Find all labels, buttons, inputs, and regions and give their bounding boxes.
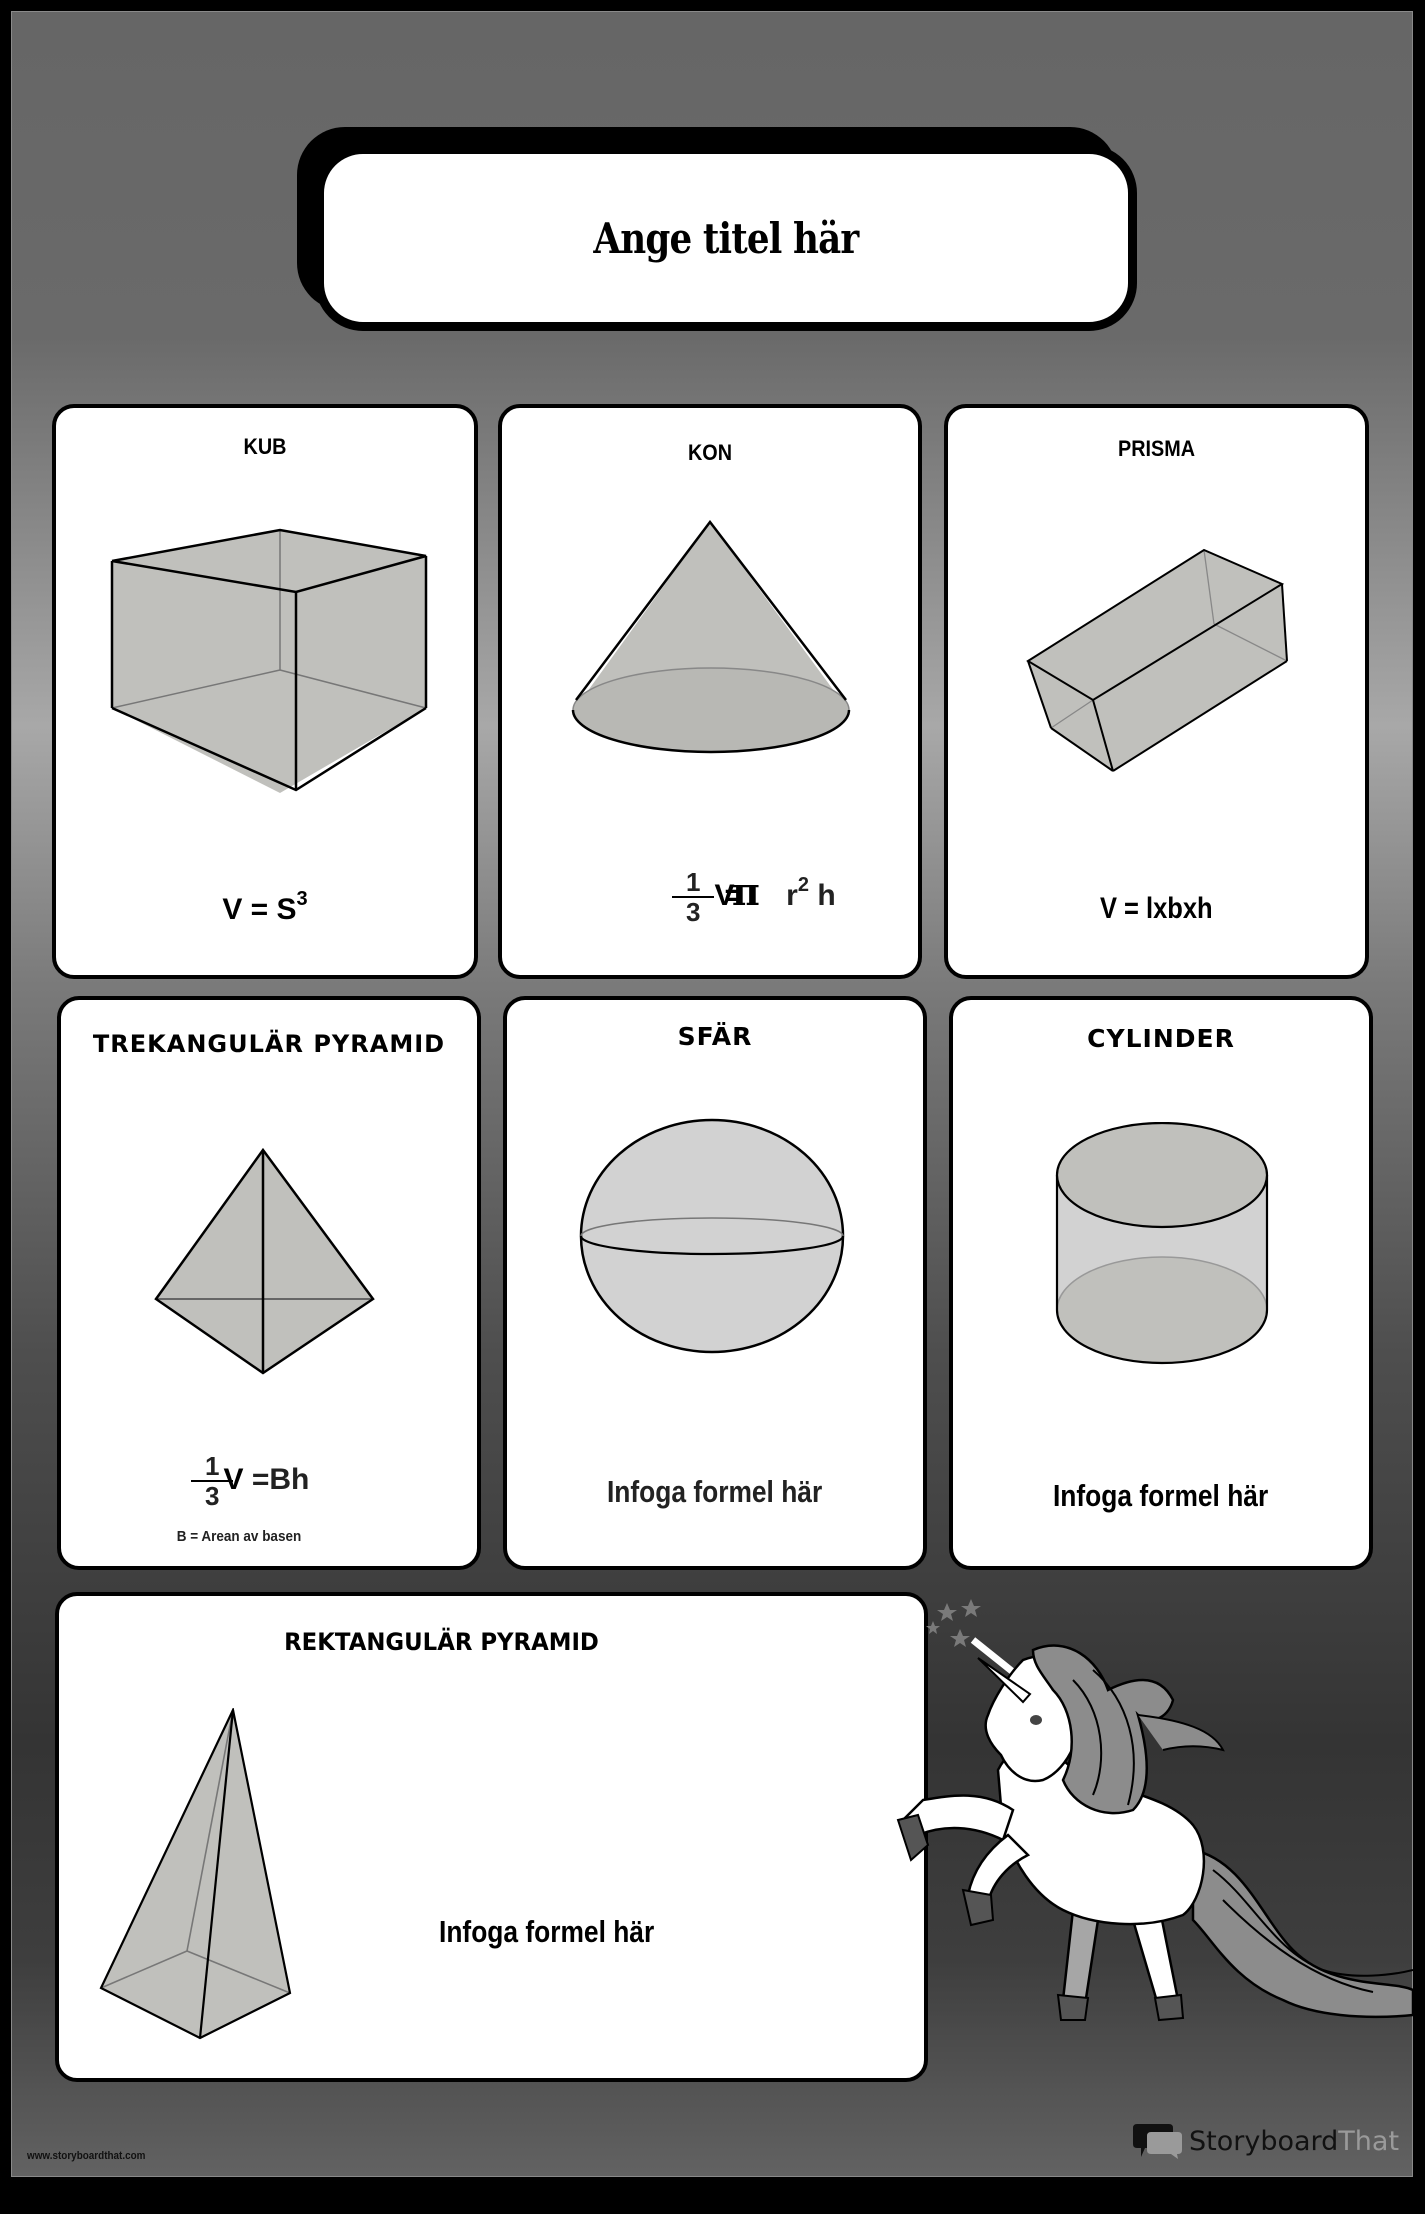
storyboardthat-logo[interactable] bbox=[1133, 2122, 1399, 2160]
formula-cylinder: Infoga formel här bbox=[1053, 1478, 1269, 1513]
card-rektangular-pyramid[interactable] bbox=[55, 1592, 928, 2082]
formula-kub: $V = S^3$ bbox=[222, 888, 308, 926]
card-kon[interactable] bbox=[498, 404, 922, 979]
card-title: REKTANGULÄR PYRAMID bbox=[284, 1628, 599, 1656]
card-title: PRISMA bbox=[1117, 436, 1196, 461]
card-title: KUB bbox=[243, 434, 287, 459]
formula-rektangular: Infoga formel här bbox=[439, 1914, 655, 1949]
unicorn-icon bbox=[893, 1620, 1413, 2030]
rectangular-pyramid-icon bbox=[99, 1708, 299, 2044]
card-sfar[interactable] bbox=[503, 996, 927, 1570]
formula-kon: $\frac{1}{3}$ V=π $r^2$ h bbox=[672, 868, 836, 926]
formula-note: B = Arean av basen bbox=[176, 1528, 302, 1545]
formula-prisma: V = lxbxh bbox=[1100, 892, 1213, 925]
card-title: KON bbox=[687, 440, 732, 465]
card-title: SFÄR bbox=[677, 1022, 753, 1051]
formula-trekangular: $\frac{1}{3}$ V =Bh bbox=[191, 1452, 309, 1510]
brand-secondary: That bbox=[1338, 2125, 1400, 2157]
card-prisma[interactable] bbox=[944, 404, 1369, 979]
triangular-pyramid-icon bbox=[153, 1148, 377, 1376]
prism-icon bbox=[1026, 548, 1296, 778]
card-cylinder[interactable] bbox=[949, 996, 1373, 1570]
formula-sfar: Infoga formel här bbox=[607, 1474, 823, 1509]
speech-bubbles-icon bbox=[1133, 2122, 1183, 2160]
title-box[interactable] bbox=[315, 145, 1137, 331]
footer-url[interactable]: www.storyboardthat.com bbox=[27, 2150, 146, 2162]
brand-primary: Storyboard bbox=[1189, 2125, 1339, 2157]
fraction-one-third: $\frac{1}{3}$ bbox=[191, 1452, 233, 1510]
card-title: CYLINDER bbox=[1087, 1024, 1235, 1053]
page-title: Ange titel här bbox=[593, 213, 859, 263]
card-kub[interactable] bbox=[52, 404, 478, 979]
card-trekangular-pyramid[interactable] bbox=[57, 996, 481, 1570]
cylinder-icon bbox=[1055, 1122, 1269, 1368]
card-title: TREKANGULÄR PYRAMID bbox=[92, 1030, 446, 1058]
fraction-one-third: $\frac{1}{3}$ bbox=[672, 868, 714, 926]
cone-icon bbox=[566, 520, 856, 770]
sphere-icon bbox=[579, 1118, 845, 1356]
cube-icon bbox=[102, 528, 432, 798]
